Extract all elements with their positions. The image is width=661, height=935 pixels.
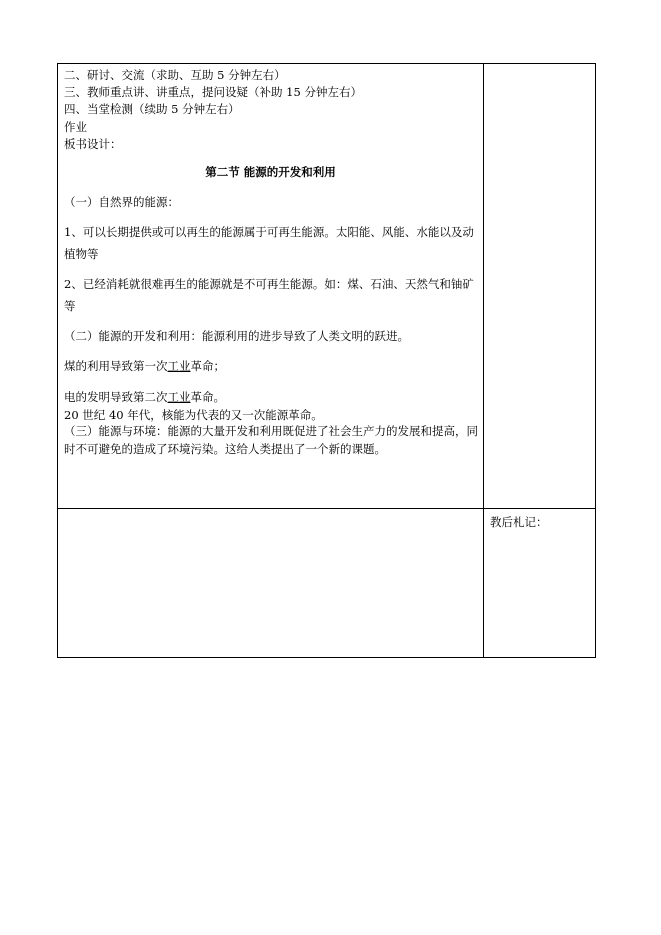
- coal-revolution-line: [64, 358, 225, 374]
- reflection-notes-cell: [484, 509, 596, 658]
- table-row: [58, 64, 596, 509]
- part-2-heading: （二）能源的开发和利用：能源利用的进步导致了人类文明的跃进。: [64, 329, 409, 343]
- step-3-text: 三、教师重点讲、讲重点，提问设疑（补助 15 分钟左右）: [64, 85, 362, 99]
- homework-label: 作业: [64, 120, 87, 134]
- lesson-content-cell: [58, 64, 484, 509]
- table-row: [58, 509, 596, 658]
- elec-text-underlined: 工业: [167, 390, 191, 404]
- part-1-item-2: 2、已经消耗就很难再生的能源就是不可再生能源。如：煤、石油、天然气和铀矿等: [64, 277, 474, 313]
- reflection-notes-label: 教后札记：: [490, 515, 548, 529]
- side-notes-cell-top: [484, 64, 596, 509]
- bottom-content-cell: [58, 509, 484, 658]
- coal-text-underlined: 工业: [167, 359, 191, 373]
- electricity-revolution-line: [64, 389, 225, 405]
- board-design-label: 板书设计：: [64, 137, 122, 151]
- step-2-text: 二、研讨、交流（求助、互助 5 分钟左右）: [64, 68, 286, 82]
- part-1-heading: （一）自然界的能源：: [64, 195, 179, 209]
- board-title: 第二节 能源的开发和利用: [205, 165, 336, 179]
- elec-text-prefix: 电的发明导致第二次: [64, 390, 168, 404]
- part-1-item-1: 1、可以长期提供或可以再生的能源属于可再生能源。太阳能、风能、水能以及动植物等: [64, 225, 474, 261]
- coal-text-suffix: 革命；: [190, 359, 225, 373]
- elec-text-suffix: 革命。: [190, 390, 225, 404]
- step-4-text: 四、当堂检测（续助 5 分钟左右）: [64, 102, 240, 116]
- lesson-plan-table: [57, 63, 596, 658]
- coal-text-prefix: 煤的利用导致第一次: [64, 359, 168, 373]
- part-3-text: （三）能源与环境：能源的大量开发和利用既促进了社会生产力的发展和提高，同时不可避免的造成了环境污染。这给人类提出了一个新的课题。: [64, 424, 478, 456]
- nuclear-revolution-line: 20 世纪 40 年代，核能为代表的又一次能源革命。: [64, 408, 323, 422]
